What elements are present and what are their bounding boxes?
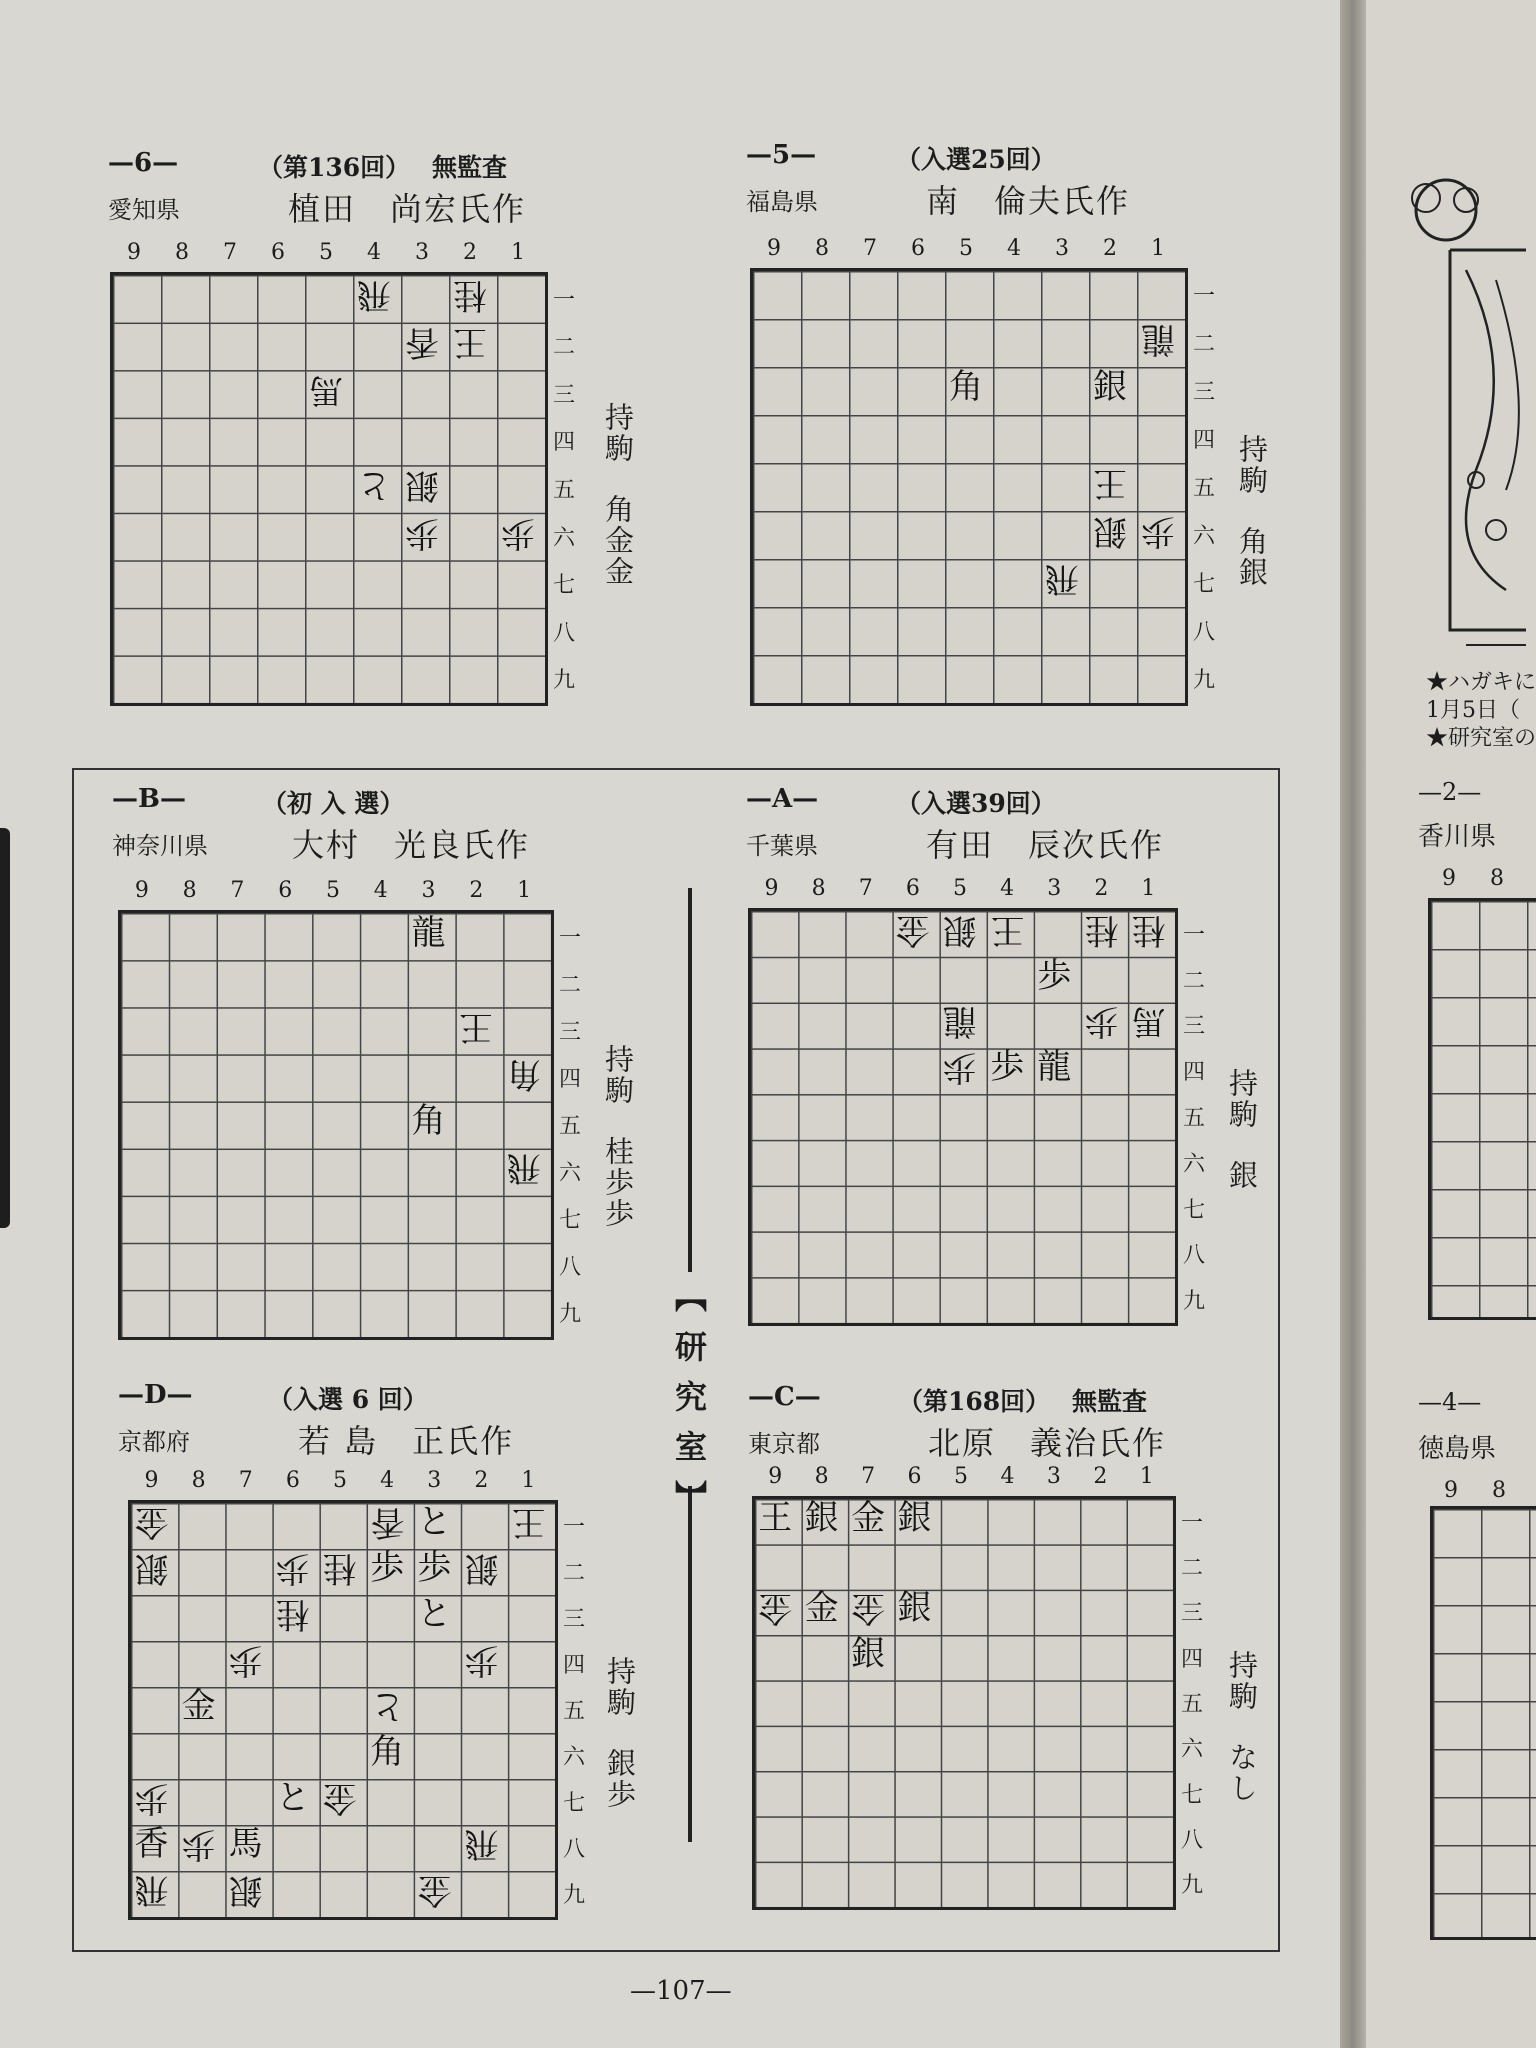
board-column-label: 8 bbox=[191, 1468, 206, 1493]
shogi-piece: 歩 bbox=[181, 1824, 216, 1864]
author-name: 北原 義治氏作 bbox=[928, 1424, 1167, 1462]
board-column-label: 8 bbox=[175, 240, 189, 265]
shogi-piece: 王 bbox=[1093, 463, 1127, 503]
board-column-label: 8 bbox=[814, 1464, 829, 1489]
shogi-piece: と bbox=[417, 1502, 452, 1542]
shogi-piece: 角 bbox=[370, 1732, 405, 1772]
pieces-in-hand: なし bbox=[1225, 1742, 1259, 1804]
board-column-label: 3 bbox=[1046, 1464, 1061, 1489]
board-row-label: 五 bbox=[1192, 476, 1215, 501]
shogi-piece: 金 bbox=[134, 1502, 169, 1542]
board-column-label: 7 bbox=[223, 240, 237, 265]
next-page-note: 1月5日（ bbox=[1426, 698, 1520, 723]
board-column-label: 1 bbox=[517, 878, 532, 903]
board-column-label: 9 bbox=[144, 1468, 159, 1493]
pieces-in-hand-label: 持駒 bbox=[603, 1656, 637, 1718]
board-column-label: 2 bbox=[463, 240, 477, 265]
board-column-label: 3 bbox=[1047, 876, 1062, 901]
board-row-label: 八 bbox=[1180, 1828, 1203, 1853]
board-column-label: 3 bbox=[421, 878, 436, 903]
board-column-label: 1 bbox=[511, 240, 525, 265]
board-row-label: 二 bbox=[1180, 1556, 1203, 1581]
board-column-label: 4 bbox=[373, 878, 388, 903]
shogi-piece: 香 bbox=[370, 1502, 405, 1542]
shogi-piece: 桂 bbox=[453, 274, 487, 315]
board-row-label: 六 bbox=[558, 1161, 581, 1187]
pieces-in-hand-label: 持駒 bbox=[1235, 434, 1269, 496]
board-column-label: 7 bbox=[863, 236, 877, 261]
board-row-label: 一 bbox=[558, 925, 581, 951]
board-row-label: 五 bbox=[1182, 1106, 1205, 1131]
next-page-edge bbox=[1366, 0, 1536, 2048]
board-row-label: 七 bbox=[562, 1791, 585, 1816]
book-gutter bbox=[1340, 0, 1366, 2048]
next-page-prefecture: 徳島県 bbox=[1418, 1434, 1497, 1464]
board-row-label: 七 bbox=[558, 1208, 581, 1234]
study-room-rule bbox=[688, 1486, 692, 1842]
next-page-board bbox=[1430, 1506, 1536, 1940]
review-status: 無監査 bbox=[432, 153, 508, 182]
board-row-label: 一 bbox=[1192, 284, 1215, 309]
review-status: 無監査 bbox=[1072, 1387, 1148, 1416]
board-column-label: 7 bbox=[238, 1468, 253, 1493]
problem-note: （入選25回） bbox=[896, 145, 1056, 174]
board-row-label: 七 bbox=[552, 573, 575, 599]
board-row-label: 二 bbox=[1182, 968, 1205, 994]
board-column-label: 4 bbox=[1000, 1464, 1015, 1489]
board-row-label: 二 bbox=[552, 335, 575, 361]
board-column-label: 4 bbox=[1007, 236, 1021, 261]
prefecture-label: 愛知県 bbox=[108, 196, 180, 224]
shogi-piece: 金 bbox=[181, 1686, 216, 1726]
shogi-piece: 金 bbox=[417, 1870, 452, 1910]
shogi-piece: 龍 bbox=[1037, 1047, 1072, 1088]
shogi-piece: 王 bbox=[511, 1502, 546, 1542]
shogi-piece: 金 bbox=[758, 1588, 793, 1629]
next-page-problem-number: —4— bbox=[1418, 1388, 1482, 1416]
board-column-label: 2 bbox=[474, 1468, 489, 1493]
board-row-label: 八 bbox=[1182, 1243, 1205, 1269]
board-row-label: 六 bbox=[1192, 524, 1215, 549]
board-row-label: 九 bbox=[1192, 668, 1215, 693]
prefecture-label: 福島県 bbox=[746, 188, 818, 216]
board-row-label: 八 bbox=[558, 1255, 581, 1281]
board-column-label: 6 bbox=[271, 240, 285, 265]
shogi-board bbox=[748, 908, 1178, 1326]
board-column-label: 9 bbox=[134, 878, 149, 903]
board-row-label: 九 bbox=[1182, 1289, 1205, 1315]
problem-note: （第168回） bbox=[898, 1387, 1051, 1416]
pieces-in-hand: 桂歩歩 bbox=[601, 1136, 635, 1229]
shogi-piece: 歩 bbox=[370, 1548, 405, 1588]
pieces-in-hand-label: 持駒 bbox=[1225, 1068, 1259, 1130]
pieces-in-hand: 銀歩 bbox=[603, 1748, 637, 1810]
board-column-label: 3 bbox=[415, 240, 429, 265]
board-column-label: 7 bbox=[858, 876, 873, 901]
board-row-label: 五 bbox=[1180, 1692, 1203, 1717]
board-row-label: 三 bbox=[1182, 1014, 1205, 1040]
board-column-label: 7 bbox=[861, 1464, 876, 1489]
author-name: 植田 尚宏氏作 bbox=[288, 190, 527, 228]
board-column-label: 7 bbox=[230, 878, 245, 903]
board-column-label: 8 bbox=[811, 876, 826, 901]
binder-clip bbox=[0, 828, 10, 1228]
shogi-piece: と bbox=[275, 1778, 310, 1818]
board-row-label: 五 bbox=[562, 1699, 585, 1724]
board-row-label: 三 bbox=[552, 382, 575, 408]
shogi-piece: 歩 bbox=[1037, 955, 1072, 996]
shogi-piece: 歩 bbox=[464, 1640, 499, 1680]
board-row-label: 六 bbox=[1180, 1737, 1203, 1763]
board-row-label: 一 bbox=[1182, 922, 1205, 948]
author-name: 南 倫夫氏作 bbox=[926, 182, 1131, 220]
board-column-label: 9 bbox=[767, 236, 781, 261]
author-name: 有田 辰次氏作 bbox=[926, 826, 1165, 864]
shogi-piece: 銀 bbox=[804, 1497, 839, 1538]
board-row-label: 八 bbox=[552, 620, 575, 646]
board-row-label: 六 bbox=[562, 1745, 585, 1770]
shogi-piece: と bbox=[370, 1686, 405, 1726]
problem-note: （入選 6 回） bbox=[268, 1385, 428, 1414]
prefecture-label: 京都府 bbox=[118, 1428, 190, 1456]
board-column-label: 9 bbox=[764, 876, 779, 901]
board-column-label: 5 bbox=[319, 240, 333, 265]
board-column-label: 4 bbox=[367, 240, 381, 265]
next-page-prefecture: 香川県 bbox=[1418, 822, 1497, 852]
board-row-label: 二 bbox=[1192, 332, 1215, 357]
problem-number: —D— bbox=[118, 1380, 193, 1410]
board-row-label: 六 bbox=[1182, 1151, 1205, 1177]
board-row-label: 一 bbox=[562, 1515, 585, 1540]
board-row-label: 七 bbox=[1182, 1197, 1205, 1223]
board-row-label: 九 bbox=[558, 1302, 581, 1328]
shogi-piece: 歩 bbox=[501, 512, 535, 553]
shogi-piece: 銀 bbox=[897, 1497, 932, 1538]
board-column-label: 2 bbox=[469, 878, 484, 903]
shogi-piece: と bbox=[357, 465, 391, 505]
pieces-in-hand: 銀 bbox=[1225, 1160, 1259, 1191]
board-column-label: 5 bbox=[953, 1464, 968, 1489]
board-column-label: 1 bbox=[1151, 236, 1165, 261]
board-column-label: 3 bbox=[427, 1468, 442, 1493]
shogi-piece: 金 bbox=[851, 1497, 886, 1538]
board-column-label: 5 bbox=[332, 1468, 347, 1493]
board-column-label: 6 bbox=[911, 236, 925, 261]
board-column-label: 6 bbox=[905, 876, 920, 901]
board-row-label: 三 bbox=[1192, 380, 1215, 405]
shogi-piece: 龍 bbox=[943, 1001, 977, 1042]
shogi-piece: 歩 bbox=[417, 1548, 452, 1588]
board-row-label: 五 bbox=[558, 1114, 581, 1139]
shogi-piece: 馬 bbox=[228, 1824, 263, 1864]
problem-number: —5— bbox=[746, 140, 817, 170]
shogi-piece: 桂 bbox=[323, 1548, 357, 1588]
study-room-rule bbox=[688, 888, 692, 1272]
shogi-piece: 銀 bbox=[943, 909, 977, 950]
next-page-board bbox=[1428, 898, 1536, 1320]
shogi-piece: 飛 bbox=[507, 1148, 542, 1189]
board-column-label: 1 bbox=[1139, 1464, 1154, 1489]
board-row-label: 四 bbox=[552, 430, 575, 456]
board-column-label: 8 bbox=[815, 236, 829, 261]
shogi-piece: 銀 bbox=[897, 1588, 932, 1629]
board-column-label: 4 bbox=[380, 1468, 395, 1493]
shogi-piece: 馬 bbox=[1131, 1001, 1166, 1042]
author-name: 大村 光良氏作 bbox=[292, 826, 531, 864]
shogi-piece: 銀 bbox=[464, 1548, 499, 1588]
shogi-piece: 歩 bbox=[990, 1047, 1025, 1088]
shogi-piece: 桂 bbox=[275, 1594, 310, 1634]
prefecture-label: 東京都 bbox=[748, 1430, 820, 1458]
shogi-piece: 銀 bbox=[134, 1548, 169, 1588]
shogi-piece: 香 bbox=[134, 1824, 169, 1864]
board-row-label: 四 bbox=[1182, 1060, 1205, 1086]
next-page-col-label: 8 bbox=[1492, 1478, 1506, 1503]
shogi-piece: 銀 bbox=[405, 465, 439, 505]
shogi-piece: 王 bbox=[453, 322, 487, 363]
next-page-col-label: 9 bbox=[1442, 866, 1456, 891]
board-row-label: 七 bbox=[1192, 572, 1215, 597]
board-column-label: 2 bbox=[1094, 876, 1109, 901]
prefecture-label: 千葉県 bbox=[746, 832, 818, 860]
problem-number: —B— bbox=[112, 784, 186, 814]
shogi-piece: 角 bbox=[411, 1101, 446, 1141]
shogi-piece: 桂 bbox=[1131, 909, 1166, 950]
board-row-label: 七 bbox=[1180, 1782, 1203, 1808]
board-row-label: 一 bbox=[1180, 1510, 1203, 1536]
next-page-note: ★ハガキに bbox=[1426, 670, 1536, 695]
board-row-label: 九 bbox=[562, 1883, 585, 1908]
problem-number: —C— bbox=[748, 1382, 821, 1412]
problem-number: —A— bbox=[746, 784, 819, 814]
shogi-piece: 金 bbox=[323, 1778, 357, 1818]
board-row-label: 五 bbox=[552, 478, 575, 503]
shogi-piece: 龍 bbox=[411, 912, 446, 953]
shogi-piece: 飛 bbox=[357, 274, 391, 315]
prefecture-label: 神奈川県 bbox=[112, 832, 208, 860]
shogi-piece: 銀 bbox=[851, 1633, 886, 1674]
board-row-label: 九 bbox=[1180, 1873, 1203, 1899]
board-row-label: 四 bbox=[558, 1066, 581, 1092]
shogi-piece: 歩 bbox=[1084, 1001, 1119, 1042]
board-row-label: 八 bbox=[562, 1837, 585, 1862]
board-row-label: 四 bbox=[562, 1653, 585, 1678]
shogi-piece: 歩 bbox=[275, 1548, 310, 1588]
next-page-col-label: 8 bbox=[1490, 866, 1504, 891]
shogi-piece: と bbox=[417, 1594, 452, 1634]
shogi-piece: 飛 bbox=[464, 1824, 499, 1864]
board-column-label: 3 bbox=[1055, 236, 1069, 261]
board-column-label: 6 bbox=[278, 878, 293, 903]
board-row-label: 四 bbox=[1192, 428, 1215, 453]
next-page-col-label: 9 bbox=[1444, 1478, 1458, 1503]
shogi-piece: 歩 bbox=[134, 1778, 169, 1818]
board-column-label: 5 bbox=[952, 876, 967, 901]
shogi-piece: 歩 bbox=[943, 1047, 977, 1088]
board-column-label: 2 bbox=[1093, 1464, 1108, 1489]
board-row-label: 三 bbox=[1180, 1601, 1203, 1627]
board-column-label: 2 bbox=[1103, 236, 1117, 261]
shogi-piece: 歩 bbox=[228, 1640, 263, 1680]
problem-number: —6— bbox=[108, 148, 179, 178]
shogi-board bbox=[118, 910, 554, 1340]
next-page-note: ★研究室の bbox=[1426, 726, 1536, 751]
board-column-label: 5 bbox=[325, 878, 340, 903]
shogi-piece: 金 bbox=[895, 909, 930, 950]
shogi-board bbox=[752, 1496, 1176, 1910]
board-row-label: 六 bbox=[552, 525, 575, 551]
problem-note: （初 入 選） bbox=[262, 789, 405, 818]
problem-note: （入選39回） bbox=[896, 789, 1056, 818]
shogi-piece: 飛 bbox=[1045, 559, 1079, 599]
board-row-label: 四 bbox=[1180, 1646, 1203, 1672]
shogi-piece: 銀 bbox=[228, 1870, 263, 1910]
board-row-label: 三 bbox=[562, 1607, 585, 1632]
shogi-piece: 桂 bbox=[1084, 909, 1119, 950]
shogi-piece: 角 bbox=[949, 367, 983, 407]
shogi-piece: 王 bbox=[459, 1006, 494, 1047]
shogi-piece: 香 bbox=[405, 322, 439, 363]
board-column-label: 5 bbox=[959, 236, 973, 261]
shogi-piece: 馬 bbox=[309, 369, 343, 410]
page-number: —107— bbox=[630, 1976, 732, 2006]
shogi-piece: 銀 bbox=[1093, 367, 1127, 407]
board-row-label: 二 bbox=[558, 972, 581, 998]
pieces-in-hand-label: 持駒 bbox=[1225, 1650, 1259, 1712]
board-row-label: 二 bbox=[562, 1561, 585, 1586]
board-column-label: 9 bbox=[127, 240, 141, 265]
shogi-piece: 金 bbox=[851, 1588, 886, 1629]
study-room-title: 【研究室】 bbox=[670, 1280, 708, 1530]
board-column-label: 6 bbox=[285, 1468, 300, 1493]
board-column-label: 6 bbox=[907, 1464, 922, 1489]
author-name: 若 島 正氏作 bbox=[298, 1422, 515, 1460]
shogi-piece: 飛 bbox=[134, 1870, 169, 1910]
pieces-in-hand-label: 持駒 bbox=[601, 1044, 635, 1106]
pieces-in-hand: 角銀 bbox=[1235, 526, 1269, 588]
shogi-piece: 王 bbox=[758, 1497, 793, 1538]
shogi-piece: 歩 bbox=[405, 512, 439, 553]
board-row-label: 一 bbox=[552, 287, 575, 313]
shogi-piece: 角 bbox=[507, 1053, 542, 1094]
shogi-piece: 王 bbox=[990, 909, 1025, 950]
board-row-label: 三 bbox=[558, 1019, 581, 1045]
board-column-label: 9 bbox=[768, 1464, 783, 1489]
board-column-label: 4 bbox=[1000, 876, 1015, 901]
board-row-label: 九 bbox=[552, 668, 575, 694]
board-column-label: 1 bbox=[521, 1468, 536, 1493]
shogi-piece: 銀 bbox=[1093, 511, 1127, 551]
board-row-label: 八 bbox=[1192, 620, 1215, 645]
pieces-in-hand-label: 持駒 bbox=[601, 402, 635, 464]
problem-note: （第136回） bbox=[258, 153, 411, 182]
shogi-piece: 金 bbox=[804, 1588, 839, 1629]
shogi-piece: 龍 bbox=[1141, 319, 1175, 359]
board-column-label: 8 bbox=[182, 878, 197, 903]
pieces-in-hand: 角金金 bbox=[601, 494, 635, 587]
board-column-label: 1 bbox=[1141, 876, 1156, 901]
shogi-piece: 歩 bbox=[1141, 511, 1175, 551]
next-page-problem-number: —2— bbox=[1418, 778, 1482, 806]
